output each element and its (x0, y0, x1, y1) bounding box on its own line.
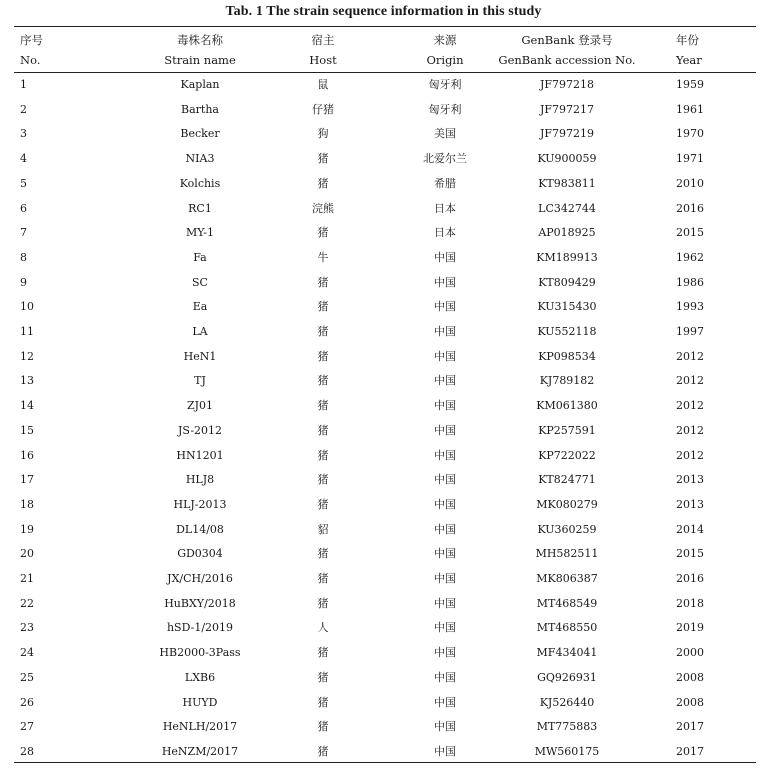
cell-host: 猪 (317, 374, 329, 388)
cell-year: 2013 (676, 497, 704, 511)
table-row (0, 152, 767, 177)
cell-accession: KP722022 (538, 448, 596, 462)
cell-strain-name: LXB6 (184, 670, 216, 684)
cell-no: 3 (20, 127, 27, 141)
cell-host: 猪 (317, 646, 329, 660)
cell-strain-name: HuBXY/2018 (164, 596, 236, 610)
cell-no: 25 (20, 670, 34, 684)
cell-host: 猪 (317, 572, 329, 585)
cell-no: 9 (20, 275, 27, 289)
cell-accession: KJ526440 (539, 695, 595, 709)
cell-host: 鼠 (317, 78, 329, 91)
cell-year: 2012 (676, 423, 704, 437)
cell-year: 1970 (676, 127, 704, 141)
cell-no: 20 (20, 547, 34, 561)
cell-origin: 中国 (434, 374, 456, 388)
table-row (0, 424, 767, 449)
cell-strain-name: JS-2012 (177, 423, 223, 437)
cell-no: 8 (20, 250, 27, 264)
cell-year: 2017 (676, 744, 704, 758)
cell-no: 4 (20, 152, 27, 166)
cell-no: 5 (20, 176, 27, 190)
cell-year: 2016 (676, 572, 704, 585)
header-strain-en: Strain name (164, 53, 236, 67)
cell-origin: 中国 (434, 497, 456, 511)
cell-origin: 中国 (434, 670, 456, 684)
table-row (0, 547, 767, 572)
cell-accession: MT775883 (536, 720, 598, 734)
table-row (0, 177, 767, 202)
table-header-rule (14, 72, 756, 73)
cell-accession: JF797218 (539, 78, 595, 91)
cell-year: 2014 (676, 522, 704, 536)
cell-accession: KU360259 (537, 522, 597, 536)
cell-year: 2015 (676, 226, 704, 240)
cell-host: 猪 (317, 399, 329, 413)
cell-host: 猪 (317, 176, 329, 190)
cell-no: 27 (20, 720, 34, 734)
header-host-en: Host (309, 53, 337, 67)
cell-origin: 匈牙利 (428, 102, 462, 116)
cell-strain-name: Kaplan (180, 78, 220, 91)
cell-no: 24 (20, 646, 34, 660)
cell-accession: KT824771 (538, 473, 596, 487)
cell-strain-name: JX/CH/2016 (167, 572, 233, 585)
cell-accession: KM189913 (536, 250, 598, 264)
cell-no: 6 (20, 201, 27, 215)
cell-no: 13 (20, 374, 34, 388)
cell-strain-name: RC1 (188, 201, 212, 215)
table-row (0, 251, 767, 276)
cell-year: 2012 (676, 399, 704, 413)
cell-strain-name: HeNLH/2017 (162, 720, 238, 734)
header-no-en: No. (20, 53, 41, 67)
cell-origin: 美国 (434, 127, 456, 141)
cell-strain-name: HLJ8 (185, 473, 215, 487)
cell-origin: 中国 (434, 720, 456, 734)
cell-no: 1 (20, 78, 27, 91)
cell-accession: AP018925 (538, 226, 596, 240)
header-accession-en: GenBank accession No. (498, 53, 636, 67)
table-row (0, 226, 767, 251)
cell-origin: 日本 (434, 226, 456, 240)
table-row (0, 103, 767, 128)
cell-strain-name: HB2000-3Pass (159, 646, 241, 660)
cell-origin: 中国 (434, 695, 456, 709)
header-strain-cn: 毒株名称 (177, 33, 223, 47)
cell-origin: 中国 (434, 646, 456, 660)
table-row (0, 572, 767, 597)
header-origin-en: Origin (426, 53, 464, 67)
cell-origin: 中国 (434, 250, 456, 264)
cell-accession: JF797219 (539, 127, 595, 141)
table-row (0, 350, 767, 375)
cell-strain-name: Kolchis (179, 176, 221, 190)
cell-host: 貂 (317, 522, 329, 536)
cell-origin: 北爱尔兰 (423, 152, 467, 166)
header-origin-cn: 来源 (433, 33, 457, 47)
cell-strain-name: Bartha (181, 102, 219, 116)
cell-origin: 中国 (434, 300, 456, 314)
cell-no: 2 (20, 102, 27, 116)
table-bottom-rule (14, 762, 756, 763)
cell-accession: KT983811 (538, 176, 596, 190)
table-row (0, 523, 767, 548)
cell-accession: KJ789182 (539, 374, 595, 388)
cell-host: 猪 (317, 300, 329, 314)
cell-host: 猪 (317, 596, 329, 610)
cell-host: 猪 (317, 695, 329, 709)
cell-strain-name: LA (192, 325, 208, 338)
cell-origin: 中国 (434, 448, 456, 462)
cell-accession: MF434041 (536, 646, 598, 660)
cell-no: 15 (20, 423, 34, 437)
cell-year: 2008 (676, 670, 704, 684)
cell-origin: 中国 (434, 744, 456, 758)
table-caption: Tab. 1 The strain sequence information in this study (225, 4, 542, 19)
cell-year: 2012 (676, 448, 704, 462)
cell-year: 2017 (676, 720, 704, 734)
cell-year: 2015 (676, 547, 704, 561)
cell-year: 1959 (676, 78, 704, 91)
cell-host: 仔猪 (312, 102, 334, 116)
cell-origin: 中国 (434, 399, 456, 413)
cell-no: 17 (20, 473, 34, 487)
cell-no: 23 (20, 621, 34, 635)
cell-origin: 中国 (434, 547, 456, 561)
cell-origin: 中国 (434, 473, 456, 487)
cell-origin: 中国 (434, 522, 456, 536)
cell-no: 26 (20, 695, 34, 709)
table-row (0, 696, 767, 721)
cell-accession: MH582511 (535, 547, 599, 561)
cell-origin: 中国 (434, 596, 456, 610)
cell-accession: KP257591 (538, 423, 596, 437)
cell-host: 狗 (317, 127, 329, 141)
cell-accession: KU315430 (537, 300, 597, 314)
cell-strain-name: TJ (194, 374, 206, 388)
cell-origin: 中国 (434, 349, 456, 363)
cell-accession: MT468549 (536, 596, 598, 610)
table-row (0, 646, 767, 671)
cell-year: 2016 (676, 201, 704, 215)
cell-year: 2000 (676, 646, 704, 660)
cell-year: 2012 (676, 349, 704, 363)
cell-no: 16 (20, 448, 34, 462)
cell-strain-name: HeN1 (183, 349, 217, 363)
cell-no: 28 (20, 744, 34, 758)
cell-host: 猪 (317, 275, 329, 289)
cell-host: 猪 (317, 720, 329, 734)
cell-year: 2010 (676, 176, 704, 190)
cell-year: 1962 (676, 250, 704, 264)
cell-year: 1997 (676, 325, 704, 338)
table-row (0, 745, 767, 770)
table-row (0, 498, 767, 523)
cell-strain-name: ZJ01 (186, 399, 214, 413)
cell-strain-name: GD0304 (177, 547, 223, 561)
cell-accession: KT809429 (538, 275, 596, 289)
cell-no: 18 (20, 497, 34, 511)
cell-host: 猪 (317, 349, 329, 363)
cell-host: 人 (317, 621, 329, 635)
cell-strain-name: HeNZM/2017 (161, 744, 239, 758)
cell-no: 14 (20, 399, 34, 413)
cell-accession: KU900059 (537, 152, 597, 166)
cell-accession: LC342744 (538, 201, 596, 215)
table-top-rule (14, 26, 756, 27)
table-row (0, 597, 767, 622)
cell-origin: 中国 (434, 325, 456, 338)
table-row (0, 374, 767, 399)
cell-origin: 中国 (434, 423, 456, 437)
table-row (0, 78, 767, 103)
table-row (0, 202, 767, 227)
cell-year: 1993 (676, 300, 704, 314)
cell-no: 7 (20, 226, 27, 240)
cell-year: 1961 (676, 102, 704, 116)
cell-accession: KP098534 (538, 349, 596, 363)
cell-origin: 中国 (434, 275, 456, 289)
cell-host: 猪 (317, 448, 329, 462)
cell-host: 猪 (317, 325, 329, 338)
cell-year: 2008 (676, 695, 704, 709)
cell-no: 12 (20, 349, 34, 363)
cell-year: 1971 (676, 152, 704, 166)
cell-no: 10 (20, 300, 34, 314)
cell-accession: JF797217 (539, 102, 595, 116)
cell-strain-name: HN1201 (176, 448, 224, 462)
header-accession-cn: GenBank 登录号 (521, 33, 613, 47)
cell-no: 19 (20, 522, 34, 536)
table-row (0, 449, 767, 474)
table-row (0, 720, 767, 745)
cell-host: 浣熊 (312, 201, 334, 215)
cell-origin: 中国 (434, 572, 456, 585)
table-row (0, 325, 767, 350)
cell-host: 猪 (317, 670, 329, 684)
cell-accession: MK080279 (536, 497, 598, 511)
cell-accession: KM061380 (536, 399, 598, 413)
header-year-en: Year (676, 53, 702, 67)
cell-accession: GQ926931 (537, 670, 597, 684)
cell-year: 2012 (676, 374, 704, 388)
cell-no: 22 (20, 596, 34, 610)
cell-year: 2013 (676, 473, 704, 487)
table-row (0, 300, 767, 325)
table-row (0, 127, 767, 152)
cell-host: 猪 (317, 423, 329, 437)
cell-accession: KU552118 (537, 325, 597, 338)
cell-origin: 中国 (434, 621, 456, 635)
cell-no: 21 (20, 572, 34, 585)
header-host-cn: 宿主 (311, 33, 335, 47)
header-no-cn: 序号 (20, 33, 43, 47)
cell-host: 牛 (317, 250, 329, 264)
cell-host: 猪 (317, 497, 329, 511)
cell-accession: MT468550 (536, 621, 598, 635)
cell-strain-name: Fa (193, 250, 207, 264)
cell-strain-name: hSD-1/2019 (166, 621, 234, 635)
cell-accession: MK806387 (536, 572, 598, 585)
cell-strain-name: NIA3 (185, 152, 215, 166)
cell-origin: 匈牙利 (428, 78, 462, 91)
cell-strain-name: HLJ-2013 (173, 497, 227, 511)
table-row (0, 621, 767, 646)
table-row (0, 399, 767, 424)
table-row (0, 473, 767, 498)
cell-origin: 日本 (434, 201, 456, 215)
cell-host: 猪 (317, 547, 329, 561)
cell-host: 猪 (317, 473, 329, 487)
header-year-cn: 年份 (676, 33, 699, 47)
cell-strain-name: Ea (192, 300, 208, 314)
cell-strain-name: DL14/08 (176, 522, 224, 536)
cell-no: 11 (20, 325, 34, 338)
cell-strain-name: SC (192, 275, 208, 289)
cell-host: 猪 (317, 226, 329, 240)
table-row (0, 671, 767, 696)
cell-accession: MW560175 (534, 744, 600, 758)
cell-year: 2018 (676, 596, 704, 610)
cell-strain-name: MY-1 (185, 226, 215, 240)
cell-year: 1986 (676, 275, 704, 289)
cell-host: 猪 (317, 744, 329, 758)
cell-host: 猪 (317, 152, 329, 166)
cell-strain-name: Becker (180, 127, 220, 141)
cell-origin: 希腊 (434, 176, 456, 190)
cell-strain-name: HUYD (182, 695, 218, 709)
cell-year: 2019 (676, 621, 704, 635)
table-row (0, 276, 767, 301)
